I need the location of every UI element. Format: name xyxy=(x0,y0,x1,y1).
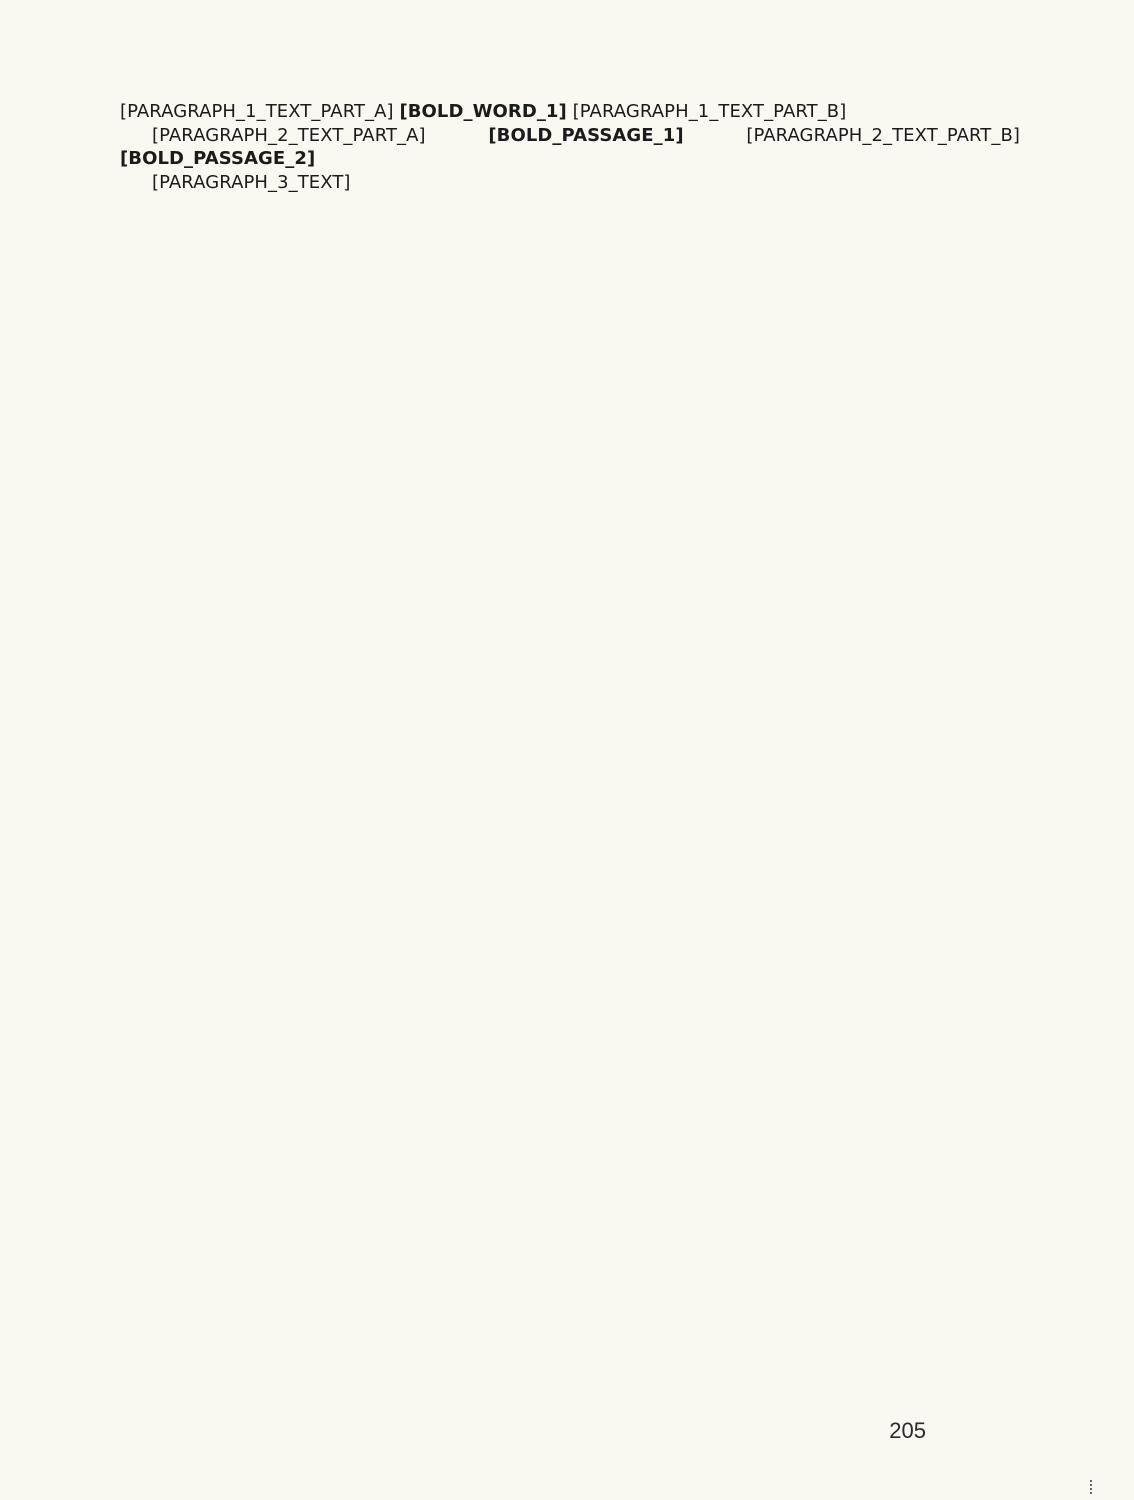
body-text xyxy=(120,100,1020,194)
paragraph-1-bold-1: [BOLD_WORD_1] xyxy=(399,101,567,122)
paragraph-1-segment-2: [PARAGRAPH_1_TEXT_PART_B] xyxy=(572,101,847,122)
paragraph-2 xyxy=(120,124,1020,171)
paragraph-2-bold-1: [BOLD_PASSAGE_1] xyxy=(488,124,684,146)
paragraph-1-segment-1: [PARAGRAPH_1_TEXT_PART_A] xyxy=(120,101,394,122)
paragraph-1 xyxy=(120,100,1020,124)
paragraph-3 xyxy=(120,171,1020,195)
paragraph-3-segment-1: [PARAGRAPH_3_TEXT] xyxy=(152,171,351,193)
paragraph-2-segment-1: [PARAGRAPH_2_TEXT_PART_A] xyxy=(152,124,426,146)
margin-dots xyxy=(1090,1480,1094,1494)
paragraph-2-bold-2: [BOLD_PASSAGE_2] xyxy=(120,148,316,170)
paragraph-2-segment-2: [PARAGRAPH_2_TEXT_PART_B] xyxy=(746,124,1020,146)
page-number: 205 xyxy=(889,1418,926,1443)
